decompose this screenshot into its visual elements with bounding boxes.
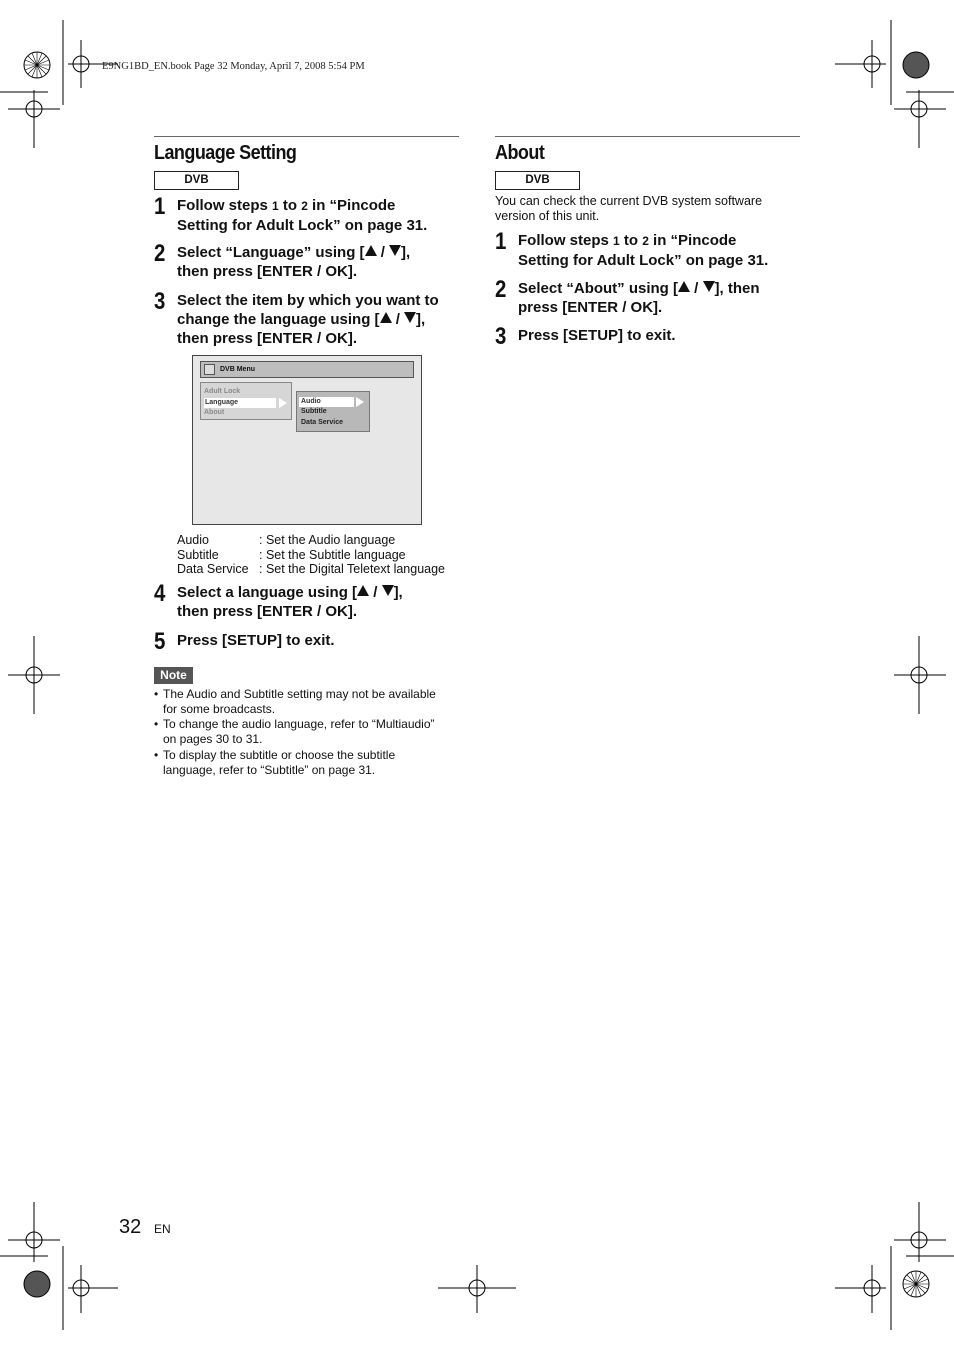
text: ], <box>416 311 426 328</box>
text: 2 <box>301 199 308 213</box>
menu-item-adult-lock[interactable]: Adult Lock <box>204 388 241 395</box>
note-item <box>154 687 464 717</box>
text: 2 <box>642 234 649 248</box>
text: ], then <box>714 280 760 297</box>
submenu <box>296 391 370 432</box>
bullet: • <box>154 717 159 731</box>
step-number: 5 <box>154 628 166 655</box>
dvb-badge: DVB <box>154 171 239 190</box>
text: To display the subtitle or choose the subtitle <box>163 748 396 762</box>
text: Select “Language” using [ <box>177 244 365 261</box>
arrow-right-icon <box>356 397 364 407</box>
note-item <box>154 717 464 747</box>
page-number: 32 <box>119 1216 142 1238</box>
step-number: 2 <box>495 276 507 303</box>
dvb-badge: DVB <box>495 171 580 190</box>
text: / <box>376 244 390 261</box>
definition-term: Subtitle <box>177 548 219 562</box>
about-step-3 <box>495 323 676 350</box>
page-language: EN <box>154 1222 171 1236</box>
down-arrow-icon <box>382 585 394 596</box>
text: press [ENTER / OK]. <box>518 299 663 316</box>
submenu-item-data-service[interactable]: Data Service <box>301 419 344 426</box>
text: Follow steps <box>177 197 273 214</box>
text: Select “About” using [ <box>518 280 679 297</box>
text: The Audio and Subtitle setting may not be available <box>163 687 436 701</box>
text: ], <box>393 584 403 601</box>
text: 1 <box>272 199 279 213</box>
menu-icon <box>204 364 215 375</box>
submenu-item-audio[interactable]: Audio <box>299 397 354 407</box>
language-setting-title: Language Setting <box>154 142 297 164</box>
step-text <box>177 243 410 281</box>
text: then press [ENTER / OK]. <box>177 603 358 620</box>
down-arrow-icon <box>389 245 401 256</box>
submenu-item-subtitle[interactable]: Subtitle <box>301 408 327 415</box>
down-arrow-icon <box>404 312 416 323</box>
note-badge: Note <box>154 667 193 684</box>
step-number: 2 <box>154 240 166 267</box>
text: language, refer to “Subtitle” on page 31. <box>163 763 376 777</box>
file-info-header: E9NG1BD_EN.book Page 32 Monday, April 7, 2008 5:54 PM <box>102 61 365 72</box>
text: to <box>278 197 302 214</box>
text: To change the audio language, refer to “Multiaudio” <box>163 717 435 731</box>
text: / <box>690 280 703 297</box>
section-rule <box>154 136 459 137</box>
step-text: Press [SETUP] to exit. <box>177 632 335 649</box>
step-3 <box>154 288 439 348</box>
step-2 <box>154 240 411 281</box>
definition-desc: : Set the Digital Teletext language <box>259 562 446 576</box>
up-arrow-icon <box>380 312 392 323</box>
about-intro <box>495 194 762 224</box>
text: then press [ENTER / OK]. <box>177 263 358 280</box>
text: version of this unit. <box>495 209 600 223</box>
step-number: 4 <box>154 580 166 607</box>
screen-title: DVB Menu <box>220 366 255 373</box>
definition-term: Data Service <box>177 562 249 576</box>
text: Follow steps <box>518 232 614 249</box>
arrow-right-icon <box>279 398 287 408</box>
text: Select the item by which you want to <box>177 292 439 309</box>
menu-item-about[interactable]: About <box>204 409 225 416</box>
step-text: Press [SETUP] to exit. <box>518 327 676 344</box>
text: then press [ENTER / OK]. <box>177 330 358 347</box>
bullet: • <box>154 687 159 701</box>
bullet: • <box>154 748 159 762</box>
step-text <box>518 231 768 270</box>
text: / <box>369 584 382 601</box>
definition-desc: : Set the Subtitle language <box>259 548 406 562</box>
up-arrow-icon <box>678 281 690 292</box>
step-1 <box>154 193 428 235</box>
about-step-1 <box>495 228 769 270</box>
down-arrow-icon <box>703 281 715 292</box>
definition-term: Audio <box>177 533 209 547</box>
note-item <box>154 748 464 778</box>
step-4 <box>154 580 403 621</box>
text: in “Pincode <box>307 197 396 214</box>
text: 1 <box>613 234 620 248</box>
step-number: 3 <box>495 323 507 350</box>
text: Select a language using [ <box>177 584 358 601</box>
screen-title-bar <box>200 361 414 378</box>
text: on pages 30 to 31. <box>163 732 263 746</box>
text: to <box>619 232 643 249</box>
step-text <box>177 583 403 621</box>
about-title: About <box>495 142 545 164</box>
dvb-menu-screen <box>192 355 422 525</box>
up-arrow-icon <box>357 585 369 596</box>
definition-desc: : Set the Audio language <box>259 533 396 547</box>
text: for some broadcasts. <box>163 702 276 716</box>
text: You can check the current DVB system software <box>495 194 763 208</box>
step-text <box>177 196 427 235</box>
text: in “Pincode <box>648 232 737 249</box>
up-arrow-icon <box>365 245 377 256</box>
text: change the language using [ <box>177 311 380 328</box>
step-number: 3 <box>154 288 166 315</box>
main-menu <box>200 382 292 420</box>
menu-item-language[interactable]: Language <box>204 398 276 408</box>
step-number: 1 <box>495 228 507 255</box>
text: ], <box>401 244 411 261</box>
about-step-2 <box>495 276 760 317</box>
text: Setting for Adult Lock” on page 31. <box>518 252 769 269</box>
text: / <box>391 311 405 328</box>
text: Setting for Adult Lock” on page 31. <box>177 217 428 234</box>
step-text <box>177 291 439 348</box>
section-rule <box>495 136 800 137</box>
step-text <box>518 279 760 317</box>
step-5 <box>154 628 335 655</box>
step-number: 1 <box>154 193 166 220</box>
